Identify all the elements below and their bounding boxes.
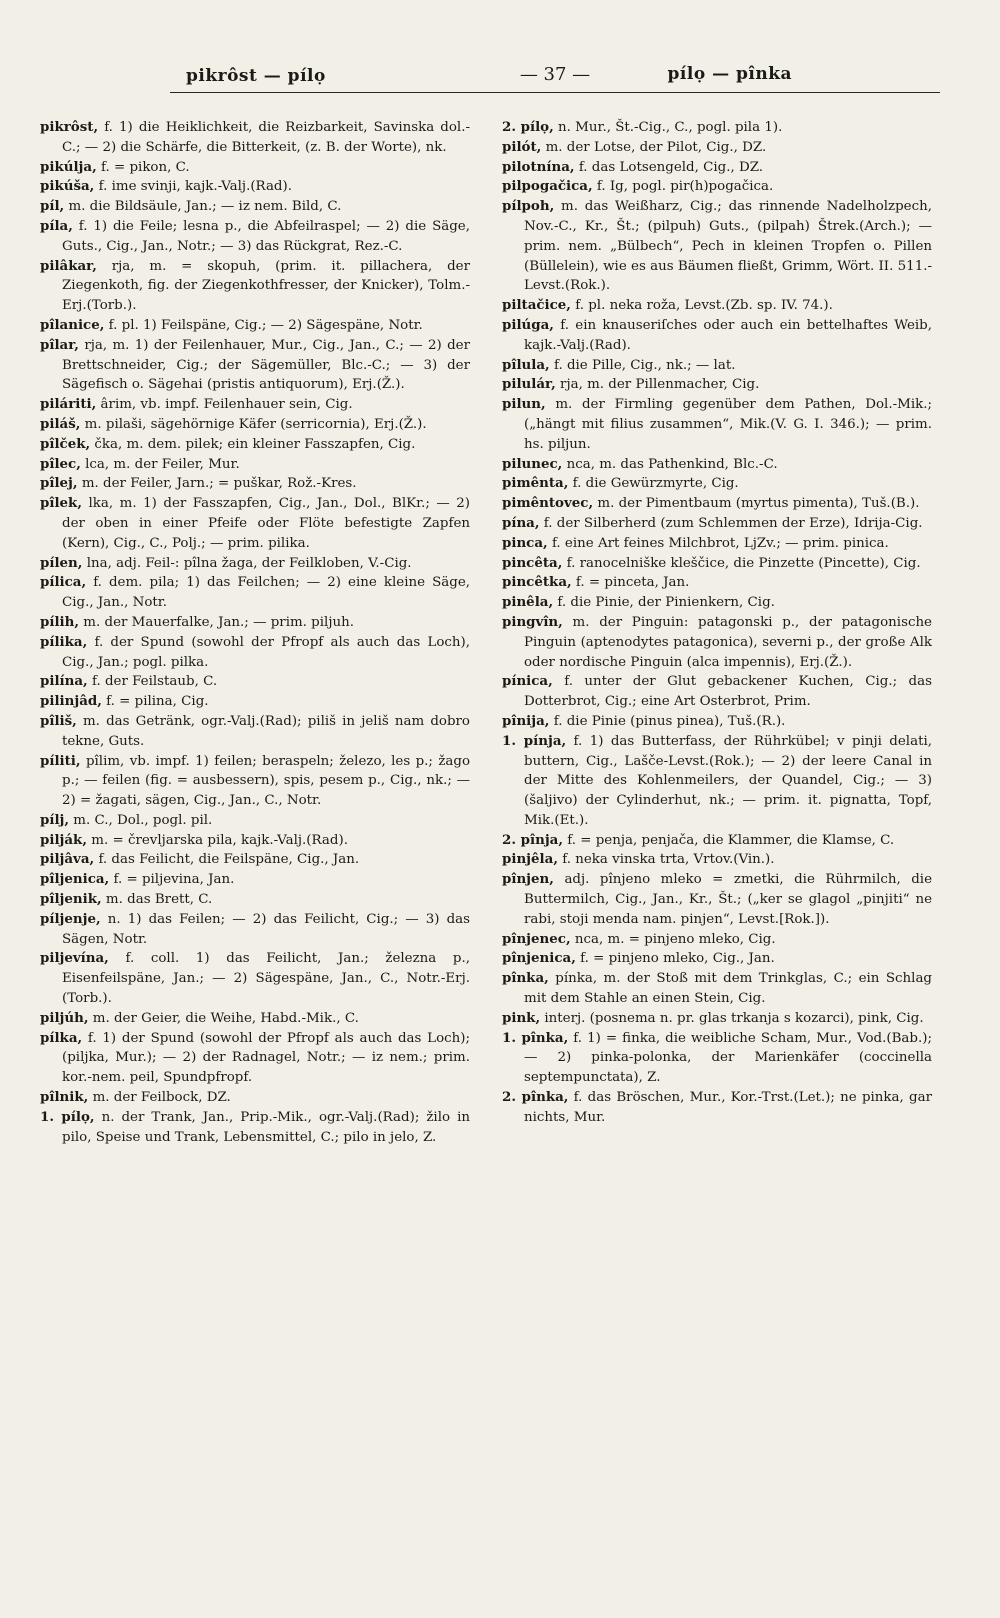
entry-headword: pilulár, [502, 376, 556, 393]
dictionary-entry [40, 177, 470, 197]
right-column [502, 118, 932, 1128]
dictionary-entry [40, 890, 470, 910]
dictionary-entry [40, 870, 470, 890]
dictionary-entry [40, 633, 470, 673]
entry-headword: pilót, [502, 138, 542, 155]
entry-headword: pîlula, [502, 356, 550, 373]
dictionary-entry [40, 949, 470, 1008]
entry-headword: 1. pínja, [502, 732, 567, 749]
entry-definition: nca, m. das Pathenkind, Blc.-C. [562, 456, 778, 472]
dictionary-entry [40, 257, 470, 316]
entry-definition: f. die Gewürzmyrte, Cig. [568, 476, 739, 492]
entry-headword: pilpogačica, [502, 178, 593, 195]
page-number: — 37 — [519, 64, 591, 85]
entry-headword: pîlček, [40, 435, 91, 452]
entry-definition: m. der Lotse, der Pilot, Cig., DZ. [541, 139, 767, 155]
entry-definition: f. 1) = finka, die weibliche Scham, Mur., Vod.(Bab.); — 2) pinka-polonka, der Marienkäfer (coccinella septempunctata), Z. [524, 1030, 932, 1086]
entry-definition: m. pilaši, sägehörnige Käfer (serricornia), Erj.(Ž.). [80, 416, 427, 432]
dictionary-entry [40, 811, 470, 831]
dictionary-entry [40, 217, 470, 257]
entry-headword: piláriti, [40, 396, 97, 413]
dictionary-entry [502, 296, 932, 316]
entry-definition: f. 1) die Feile; lesna p., die Abfeilraspel; — 2) die Säge, Guts., Cig., Jan., Notr.; — 3) das Rückgrat, Rez.-C. [62, 218, 470, 254]
dictionary-entry [40, 1009, 470, 1029]
entry-headword: pîlar, [40, 336, 79, 353]
entry-definition: m. die Bildsäule, Jan.; — iz nem. Bild, C. [64, 199, 342, 215]
entry-definition: f. 1) das Butterfass, der Rührkübel; v pinji delati, buttern, Cig., Lašče-Levst.(Rok.); — 2) der leere Canal in der Mitte des Kohlenmeilers, der Quandel, Cig.; — 3) (šaljivo) der Cylinderhut, nk.; — prim. it. pignatta, Topf, Mik.(Et.). [524, 733, 932, 828]
entry-headword: pílica, [40, 574, 87, 591]
entry-definition: f. Ig, pogl. pir(h)pogačica. [592, 179, 774, 195]
dictionary-entry [40, 336, 470, 395]
entry-definition: f. ranocelniške kleščice, die Pinzette (Pincette), Cig. [562, 555, 921, 571]
entry-headword: pinjêla, [502, 851, 558, 868]
dictionary-entry [40, 158, 470, 178]
entry-definition: f. eine Art feines Milchbrot, LjZv.; — prim. pinica. [547, 535, 889, 551]
entry-headword: pîlec, [40, 455, 81, 472]
entry-headword: píljenje, [40, 910, 101, 927]
dictionary-entry [502, 474, 932, 494]
entry-headword: 2. pînka, [502, 1089, 569, 1106]
entry-headword: pikúša, [40, 178, 95, 195]
dictionary-entry [40, 1088, 470, 1108]
entry-definition: rja, m. der Pillenmacher, Cig. [555, 377, 760, 393]
entry-headword: pilinjâd, [40, 693, 102, 710]
dictionary-entry [40, 1029, 470, 1088]
dictionary-entry [40, 395, 470, 415]
entry-headword: piljâva, [40, 851, 95, 868]
entry-headword: pilotnína, [502, 158, 575, 175]
entry-headword: pîlej, [40, 475, 78, 492]
dictionary-entry [502, 870, 932, 929]
entry-headword: 1. pînka, [502, 1029, 569, 1046]
entry-headword: pingvîn, [502, 613, 563, 630]
entry-definition: f. neka vinska trta, Vrtov.(Vin.). [557, 852, 775, 868]
entry-headword: pilúga, [502, 316, 554, 333]
entry-definition: f. 1) die Heiklichkeit, die Reizbarkeit, Savinska dol.-C.; — 2) die Schärfe, die Bitterkeit, (z. B. der Worte), nk. [62, 120, 470, 155]
entry-definition: m. der Feiler, Jarn.; = puškar, Rož.-Kres. [77, 476, 357, 492]
dictionary-entry [502, 138, 932, 158]
dictionary-entry [40, 752, 470, 811]
entry-definition: m. das Brett, C. [101, 892, 213, 908]
entry-definition: m. der Geier, die Weihe, Habd.-Mik., C. [88, 1010, 359, 1026]
entry-headword: pîliš, [40, 712, 77, 729]
entry-definition: n. der Trank, Jan., Prip.-Mik., ogr.-Valj.(Rad); žilo in pilo, Speise und Trank, Lebensmittel, C.; pilo in jelo, Z. [62, 1109, 470, 1145]
dictionary-entry [502, 534, 932, 554]
entry-headword: píl, [40, 198, 65, 215]
entry-headword: pílen, [40, 554, 83, 571]
entry-definition: f. das Bröschen, Mur., Kor.-Trst.(Let.); ne pinka, gar nichts, Mur. [524, 1090, 932, 1125]
entry-headword: pilâkar, [40, 257, 97, 274]
entry-definition: f. dem. pila; 1) das Feilchen; — 2) eine kleine Säge, Cig., Jan., Notr. [62, 575, 470, 611]
entry-definition: m. der Mauerfalke, Jan.; — prim. piljuh. [79, 614, 354, 630]
entry-definition: lna, adj. Feil-: pîlna žaga, der Feilkloben, V.-Cig. [82, 555, 412, 571]
dictionary-entry [40, 316, 470, 336]
entry-definition: f. die Pinie (pinus pinea), Tuš.(R.). [549, 713, 786, 729]
entry-headword: pînjen, [502, 871, 554, 888]
entry-definition: f. das Feilicht, die Feilspäne, Cig., Jan. [94, 852, 360, 868]
entry-definition: f. pl. neka roža, Levst.(Zb. sp. IV. 74.). [570, 298, 833, 314]
entry-definition: pîlim, vb. impf. 1) feilen; beraspeln; železo, les p.; žago p.; — feilen (fig. = ausbessern), spis, pesem p., Cig., nk.; — 2) = žagati, sägen, Cig., Jan., C., Notr. [62, 753, 470, 809]
entry-definition: f. das Lotsengeld, Cig., DZ. [574, 159, 764, 175]
entry-definition: f. = pilina, Cig. [101, 694, 209, 710]
entry-definition: f. der Spund (sowohl der Pfropf als auch das Loch), Cig., Jan.; pogl. pilka. [62, 634, 470, 670]
entry-headword: pílj, [40, 811, 70, 828]
dictionary-entry [502, 1029, 932, 1088]
dictionary-entry [40, 494, 470, 553]
entry-definition: rja, m. 1) der Feilenhauer, Mur., Cig., Jan., C.; — 2) der Brettschneider, Cig.; der Sägemüller, Blc.-C.; — 3) der Sägefisch o. Sägehai (pristis antiquorum), Erj.(Ž.). [62, 337, 470, 393]
dictionary-entry [40, 554, 470, 574]
dictionary-entry [40, 435, 470, 455]
entry-definition: m. C., Dol., pogl. pil. [69, 812, 213, 828]
entry-headword: piljúh, [40, 1009, 89, 1026]
dictionary-entry [40, 692, 470, 712]
entry-definition: f. = pinjeno mleko, Cig., Jan. [575, 951, 775, 967]
dictionary-entry [502, 395, 932, 454]
dictionary-entry [40, 197, 470, 217]
dictionary-entry [502, 672, 932, 712]
dictionary-entry [502, 177, 932, 197]
entry-headword: pinca, [502, 534, 548, 551]
dictionary-entry [40, 455, 470, 475]
entry-definition: f. der Feilstaub, C. [87, 674, 218, 690]
dictionary-entry [502, 118, 932, 138]
dictionary-entry [502, 554, 932, 574]
dictionary-entry [40, 613, 470, 633]
entry-definition: m. = črevljarska pila, kajk.-Valj.(Rad). [87, 832, 348, 848]
entry-headword: pîlek, [40, 495, 82, 512]
entry-definition: čka, m. dem. pilek; ein kleiner Fasszapfen, Cig. [90, 436, 416, 452]
entry-headword: pîljenica, [40, 871, 110, 888]
dictionary-entry [502, 494, 932, 514]
entry-headword: pînjenec, [502, 930, 571, 947]
entry-headword: pikúlja, [40, 158, 97, 175]
entry-definition: pínka, m. der Stoß mit dem Trinkglas, C.; ein Schlag mit dem Stahle an einen Stein, Cig. [524, 971, 932, 1007]
entry-definition: f. = pikon, C. [96, 159, 190, 175]
entry-headword: piláš, [40, 415, 81, 432]
dictionary-entry [40, 1108, 470, 1148]
entry-definition: f. ein knauseriſches oder auch ein bettelhaftes Weib, kajk.-Valj.(Rad). [524, 317, 932, 353]
header-left-guide: pikrôst — pílọ [186, 66, 326, 86]
dictionary-entry [502, 356, 932, 376]
dictionary-entry [40, 831, 470, 851]
entry-definition: f. = penja, penjača, die Klammer, die Klamse, C. [563, 832, 895, 848]
dictionary-entry [502, 514, 932, 534]
entry-definition: adj. pînjeno mleko = zmetki, die Rührmilch, die Buttermilch, Cig., Jan., Kr., Št.; („ker se glagol „pinjiti“ ne rabi, stoji menda nam. pinjen“, Levst.[Rok.]). [524, 872, 932, 927]
entry-definition: interj. (posnema n. pr. glas trkanja s kozarci), pink, Cig. [540, 1010, 924, 1026]
entry-headword: pílka, [40, 1029, 83, 1046]
entry-headword: pína, [502, 514, 540, 531]
dictionary-entry [40, 415, 470, 435]
entry-headword: pincêta, [502, 554, 563, 571]
entry-definition: m. der Pinguin: patagonski p., der patagonische Pinguin (aptenodytes patagonica), severni p., der große Alk oder nordische Pinguin (alca impennis), Erj.(Ž.). [524, 614, 932, 670]
entry-definition: nca, m. = pinjeno mleko, Cig. [570, 931, 776, 947]
entry-headword: 1. pílọ, [40, 1108, 95, 1125]
dictionary-entry [502, 613, 932, 672]
dictionary-entry [502, 573, 932, 593]
dictionary-entry [502, 375, 932, 395]
entry-definition: n. 1) das Feilen; — 2) das Feilicht, Cig.; — 3) das Sägen, Notr. [62, 911, 470, 947]
dictionary-entry [502, 158, 932, 178]
dictionary-entry [502, 732, 932, 831]
dictionary-entry [40, 118, 470, 158]
dictionary-entry [40, 672, 470, 692]
entry-definition: rja, m. = skopuh, (prim. it. pillachera, der Ziegenkoth, fig. der Ziegenkothfresser, der Knicker), Tolm.-Erj.(Torb.). [62, 258, 470, 314]
dictionary-entry [502, 1088, 932, 1128]
dictionary-entry [502, 1009, 932, 1029]
entry-definition: m. der Feilbock, DZ. [88, 1090, 231, 1106]
dictionary-entry [502, 455, 932, 475]
entry-definition: m. der Firmling gegenüber dem Pathen, Dol.-Mik.; („hängt mit filius zusammen“, Mik.(V. G. I. 346.); — prim. hs. piljun. [524, 397, 932, 452]
dictionary-entry [502, 930, 932, 950]
entry-definition: f. unter der Glut gebackener Kuchen, Cig.; das Dotterbrot, Cig.; eine Art Osterbrot, Prim. [524, 674, 932, 710]
dictionary-entry [502, 850, 932, 870]
entry-headword: píliti, [40, 752, 81, 769]
entry-headword: pilína, [40, 673, 88, 690]
entry-headword: pîljenik, [40, 891, 102, 908]
dictionary-entry [40, 474, 470, 494]
entry-definition: lca, m. der Feiler, Mur. [80, 456, 240, 472]
entry-headword: 2. pílọ, [502, 119, 554, 135]
entry-definition: f. der Silberherd (zum Schlemmen der Erze), Idrija-Cig. [539, 515, 923, 531]
left-column [40, 118, 470, 1147]
entry-definition: lka, m. 1) der Fasszapfen, Cig., Jan., Dol., BlKr.; — 2) der oben in einer Pfeife oder Flöte befestigte Zapfen (Kern), Cig., C., Polj.; — prim. pilika. [62, 496, 470, 551]
entry-definition: f. die Pinie, der Pinienkern, Cig. [553, 595, 775, 611]
entry-definition: m. der Pimentbaum (myrtus pimenta), Tuš.(B.). [593, 496, 920, 512]
entry-headword: pink, [502, 1009, 541, 1026]
entry-definition: f. die Pille, Cig., nk.; — lat. [549, 357, 736, 373]
dictionary-entry [502, 949, 932, 969]
header-right-guide: pílọ — pînka [667, 64, 792, 84]
entry-headword: piljevína, [40, 950, 109, 967]
entry-headword: pînka, [502, 970, 549, 987]
entry-headword: pîlanice, [40, 316, 105, 333]
entry-headword: 2. pînja, [502, 831, 564, 848]
dictionary-entry [40, 712, 470, 752]
dictionary-entry [502, 197, 932, 296]
dictionary-entry [40, 910, 470, 950]
page-header [170, 58, 940, 93]
entry-headword: pimênta, [502, 475, 569, 492]
entry-headword: píla, [40, 217, 73, 234]
entry-definition: f. = piljevina, Jan. [109, 872, 235, 888]
entry-definition: f. = pinceta, Jan. [571, 575, 690, 591]
dictionary-entry [502, 969, 932, 1009]
entry-definition: n. Mur., Št.-Cig., C., pogl. pila 1). [553, 120, 783, 135]
entry-headword: pílika, [40, 633, 88, 650]
entry-definition: f. coll. 1) das Feilicht, Jan.; železna p., Eisenfeilspäne, Jan.; — 2) Sägespäne, Jan., C., Notr.-Erj.(Torb.). [62, 951, 470, 1007]
entry-headword: pikrôst, [40, 119, 99, 135]
entry-headword: pînjenica, [502, 950, 576, 967]
entry-headword: pîlnik, [40, 1089, 89, 1106]
entry-definition: f. 1) der Spund (sowohl der Pfropf als auch das Loch); (piljka, Mur.); — 2) der Radnagel, Notr.; — iz nem.; prim. kor.-nem. peil, Spundpfropf. [62, 1030, 470, 1086]
entry-headword: pînija, [502, 712, 550, 729]
entry-definition: f. pl. 1) Feilspäne, Cig.; — 2) Sägespäne, Notr. [104, 317, 423, 333]
dictionary-entry [502, 593, 932, 613]
entry-headword: pínica, [502, 673, 553, 690]
entry-headword: pilunec, [502, 455, 563, 472]
entry-headword: pinêla, [502, 594, 554, 611]
dictionary-entry [502, 316, 932, 356]
entry-headword: pilun, [502, 396, 546, 413]
entry-definition: ârim, vb. impf. Feilenhauer sein, Cig. [96, 397, 353, 413]
entry-definition: f. ime svinji, kajk.-Valj.(Rad). [94, 179, 292, 195]
entry-definition: m. das Weißharz, Cig.; das rinnende Nadelholzpech, Nov.-C., Kr., Št.; (pilpuh) Guts., (pilpah) Štrek.(Arch.); — prim. nem. „Bülbech“, Pech in kleinen Tropfen o. Pillen (Büllelein), wie es aus Bäumen fließt, Grimm, Wört. II. 511.-Levst.(Rok.). [524, 199, 932, 294]
entry-headword: pilják, [40, 831, 87, 848]
dictionary-entry [40, 850, 470, 870]
entry-definition: m. das Getränk, ogr.-Valj.(Rad); piliš in jeliš nam dobro tekne, Guts. [62, 713, 470, 749]
entry-headword: pílpoh, [502, 198, 555, 215]
dictionary-entry [502, 712, 932, 732]
entry-headword: pílih, [40, 613, 80, 630]
entry-headword: pimêntovec, [502, 495, 594, 512]
entry-headword: pincêtka, [502, 574, 572, 591]
entry-headword: piltačice, [502, 297, 571, 314]
dictionary-entry [502, 831, 932, 851]
dictionary-entry [40, 573, 470, 613]
